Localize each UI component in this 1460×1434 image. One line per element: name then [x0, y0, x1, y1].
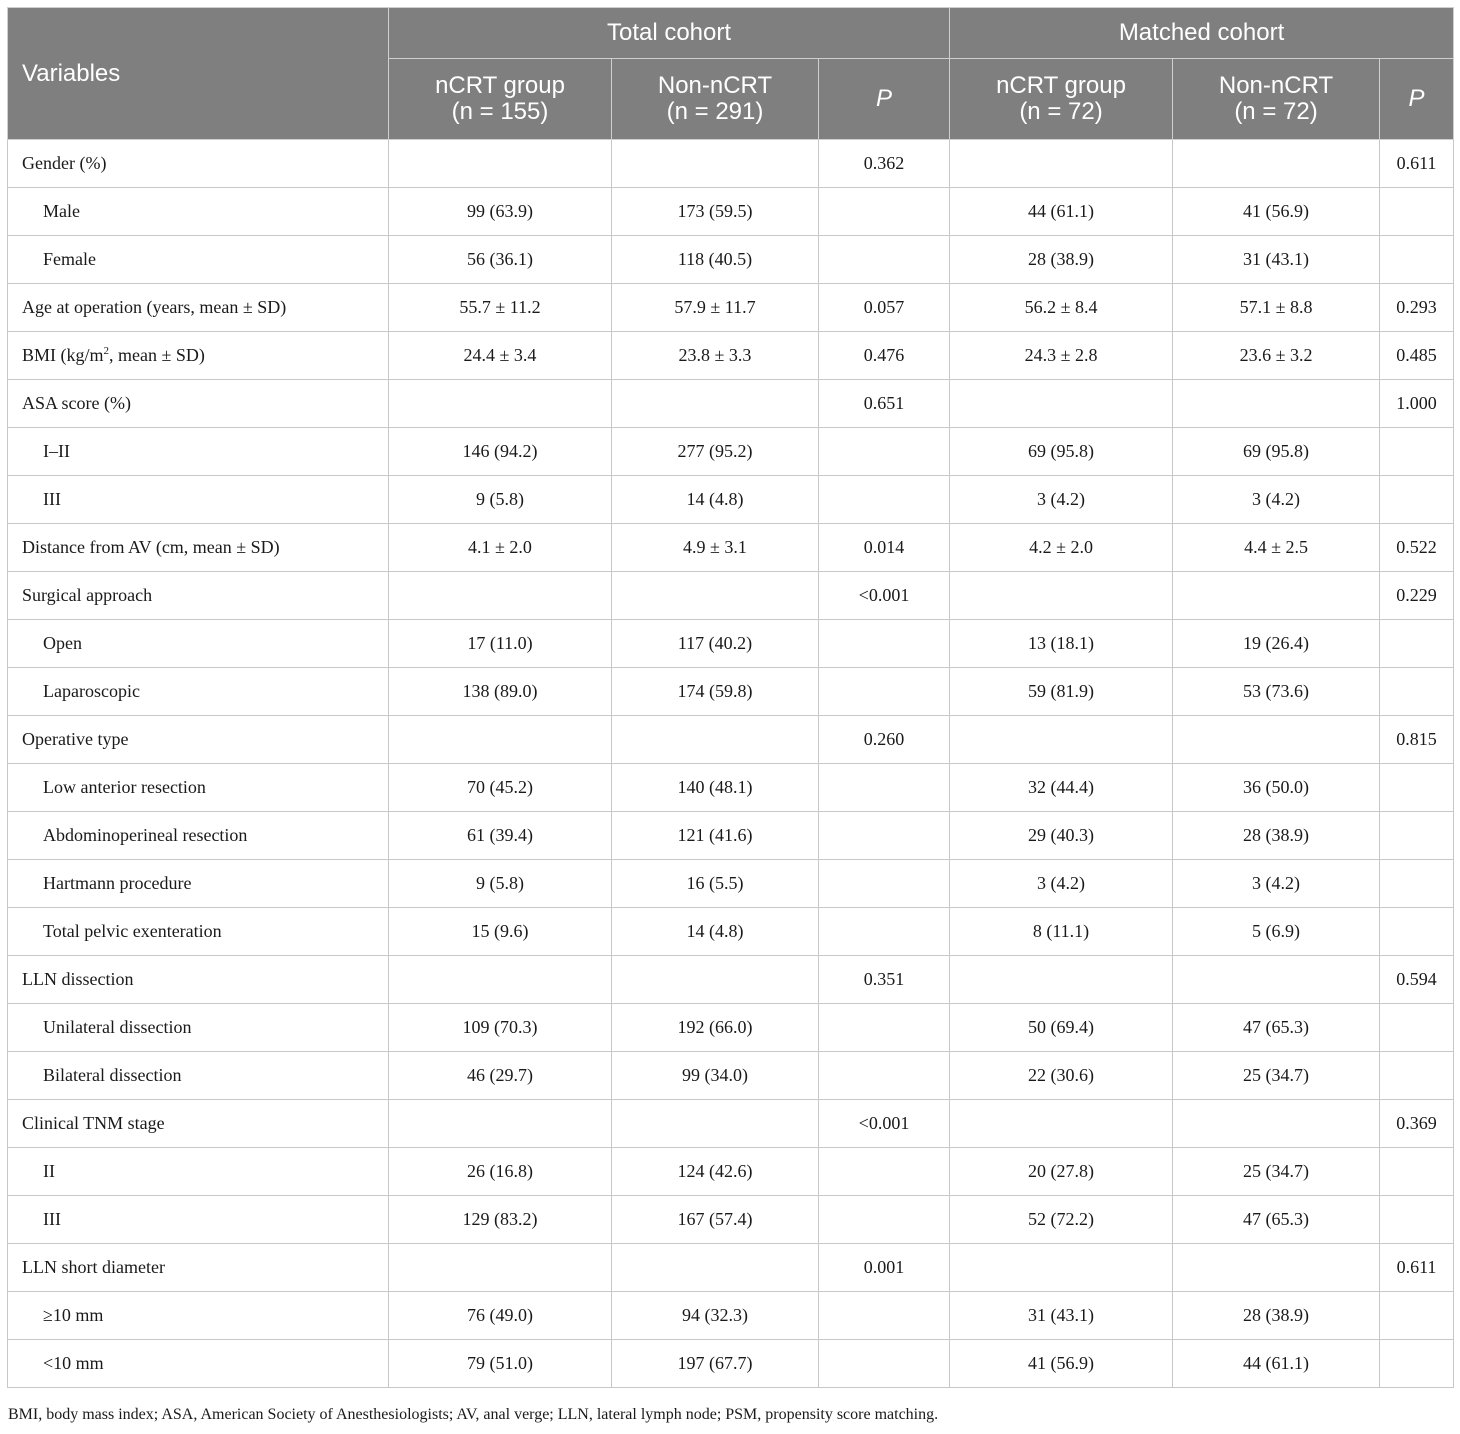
table-cell: 14 (4.8) — [612, 908, 819, 956]
table-row — [8, 908, 1454, 956]
table-cell: 4.1 ± 2.0 — [389, 524, 612, 572]
row-label: Female — [8, 236, 389, 284]
table-cell: 28 (38.9) — [1173, 1292, 1380, 1340]
table-cell: 4.2 ± 2.0 — [950, 524, 1173, 572]
table-cell: 29 (40.3) — [950, 812, 1173, 860]
table-row — [8, 764, 1454, 812]
table-row — [8, 620, 1454, 668]
row-label: Male — [8, 188, 389, 236]
table-row — [8, 572, 1454, 620]
table-cell: 0.485 — [1380, 332, 1454, 380]
table-cell — [819, 812, 950, 860]
table-footnote: BMI, body mass index; ASA, American Society of Anesthesiologists; AV, anal verge; LLN, lateral lymph node; PSM, propensity score matching. — [8, 1406, 939, 1423]
table-cell: 0.057 — [819, 284, 950, 332]
table-row — [8, 716, 1454, 764]
table-cell: 41 (56.9) — [1173, 188, 1380, 236]
matched-ncrt-header: nCRT group (n = 72) — [950, 59, 1173, 140]
row-label: Bilateral dissection — [8, 1052, 389, 1100]
table-cell: 53 (73.6) — [1173, 668, 1380, 716]
table-cell: 41 (56.9) — [950, 1340, 1173, 1388]
table-cell: 47 (65.3) — [1173, 1004, 1380, 1052]
table-cell — [1380, 764, 1454, 812]
table-header — [8, 8, 1454, 140]
table-cell — [1380, 620, 1454, 668]
table-cell — [612, 1100, 819, 1148]
table-cell: 0.476 — [819, 332, 950, 380]
table-cell: 9 (5.8) — [389, 860, 612, 908]
table-row — [8, 1148, 1454, 1196]
row-label: LLN short diameter — [8, 1244, 389, 1292]
table-cell — [612, 1244, 819, 1292]
table-cell — [1380, 1148, 1454, 1196]
table-cell: <0.001 — [819, 572, 950, 620]
table-cell: 31 (43.1) — [1173, 236, 1380, 284]
table-cell: 56.2 ± 8.4 — [950, 284, 1173, 332]
row-label: Clinical TNM stage — [8, 1100, 389, 1148]
table-cell: 197 (67.7) — [612, 1340, 819, 1388]
table-cell — [389, 956, 612, 1004]
table-cell — [1380, 236, 1454, 284]
table-cell — [1380, 1292, 1454, 1340]
table-row — [8, 1004, 1454, 1052]
row-label: Hartmann procedure — [8, 860, 389, 908]
table-cell: 1.000 — [1380, 380, 1454, 428]
row-label: Gender (%) — [8, 140, 389, 188]
table-cell — [819, 764, 950, 812]
table-cell: 19 (26.4) — [1173, 620, 1380, 668]
table-cell: 109 (70.3) — [389, 1004, 612, 1052]
variables-header: Variables — [8, 8, 389, 140]
table-cell: 25 (34.7) — [1173, 1148, 1380, 1196]
table-cell: 22 (30.6) — [950, 1052, 1173, 1100]
table-cell: 0.293 — [1380, 284, 1454, 332]
matched-cohort-header: Matched cohort — [950, 8, 1454, 59]
row-label: <10 mm — [8, 1340, 389, 1388]
table-cell: 17 (11.0) — [389, 620, 612, 668]
table-cell — [1173, 716, 1380, 764]
table-row — [8, 524, 1454, 572]
table-cell — [950, 1100, 1173, 1148]
table-cell: 14 (4.8) — [612, 476, 819, 524]
table-cell: 0.001 — [819, 1244, 950, 1292]
table-cell: 0.594 — [1380, 956, 1454, 1004]
table-row — [8, 380, 1454, 428]
table-cell: 16 (5.5) — [612, 860, 819, 908]
total-cohort-header: Total cohort — [389, 8, 950, 59]
table-cell — [612, 380, 819, 428]
table-cell — [819, 1148, 950, 1196]
table-cell — [1380, 860, 1454, 908]
table-cell — [612, 572, 819, 620]
table-cell: 167 (57.4) — [612, 1196, 819, 1244]
baseline-characteristics-table — [7, 7, 1454, 1388]
table-cell: 277 (95.2) — [612, 428, 819, 476]
table-cell: 0.229 — [1380, 572, 1454, 620]
table-cell — [819, 1052, 950, 1100]
table-row — [8, 812, 1454, 860]
table-cell: 0.362 — [819, 140, 950, 188]
table-cell: 0.611 — [1380, 140, 1454, 188]
row-label: Abdominoperineal resection — [8, 812, 389, 860]
row-label: Distance from AV (cm, mean ± SD) — [8, 524, 389, 572]
table-cell: 0.260 — [819, 716, 950, 764]
table-cell — [1380, 188, 1454, 236]
table-cell: 129 (83.2) — [389, 1196, 612, 1244]
total-ncrt-header: nCRT group (n = 155) — [389, 59, 612, 140]
table-cell: 121 (41.6) — [612, 812, 819, 860]
total-p-header: P — [819, 59, 950, 140]
table-cell — [612, 140, 819, 188]
row-label: Low anterior resection — [8, 764, 389, 812]
table-cell: 138 (89.0) — [389, 668, 612, 716]
table-cell — [389, 1100, 612, 1148]
table-cell: 23.8 ± 3.3 — [612, 332, 819, 380]
table-cell: 50 (69.4) — [950, 1004, 1173, 1052]
row-label: II — [8, 1148, 389, 1196]
table-cell — [1380, 1340, 1454, 1388]
table-row — [8, 668, 1454, 716]
table-cell: 47 (65.3) — [1173, 1196, 1380, 1244]
matched-non-ncrt-header: Non-nCRT (n = 72) — [1173, 59, 1380, 140]
table-cell: 94 (32.3) — [612, 1292, 819, 1340]
table-cell: 3 (4.2) — [1173, 476, 1380, 524]
row-label: I–II — [8, 428, 389, 476]
table-cell — [819, 860, 950, 908]
table-cell: 46 (29.7) — [389, 1052, 612, 1100]
table-row — [8, 428, 1454, 476]
table-cell: 5 (6.9) — [1173, 908, 1380, 956]
table-cell: 55.7 ± 11.2 — [389, 284, 612, 332]
table-row — [8, 332, 1454, 380]
row-label: III — [8, 1196, 389, 1244]
row-label: ≥10 mm — [8, 1292, 389, 1340]
total-non-ncrt-header: Non-nCRT (n = 291) — [612, 59, 819, 140]
row-label: Surgical approach — [8, 572, 389, 620]
table-cell: 0.369 — [1380, 1100, 1454, 1148]
table-cell — [819, 668, 950, 716]
row-label: Open — [8, 620, 389, 668]
table-cell: 52 (72.2) — [950, 1196, 1173, 1244]
table-row — [8, 1100, 1454, 1148]
table-cell: 28 (38.9) — [1173, 812, 1380, 860]
table-cell — [950, 140, 1173, 188]
table-cell: 13 (18.1) — [950, 620, 1173, 668]
table-cell: 8 (11.1) — [950, 908, 1173, 956]
table-cell: 57.9 ± 11.7 — [612, 284, 819, 332]
table-cell — [389, 716, 612, 764]
row-label: III — [8, 476, 389, 524]
table-cell: 69 (95.8) — [950, 428, 1173, 476]
table-cell: 124 (42.6) — [612, 1148, 819, 1196]
table-cell: 99 (63.9) — [389, 188, 612, 236]
table-cell: 36 (50.0) — [1173, 764, 1380, 812]
table-row — [8, 188, 1454, 236]
table-cell — [389, 380, 612, 428]
table-cell — [950, 1244, 1173, 1292]
table-cell — [1380, 668, 1454, 716]
table-row — [8, 476, 1454, 524]
table-row — [8, 1292, 1454, 1340]
row-label: Age at operation (years, mean ± SD) — [8, 284, 389, 332]
table-cell: 118 (40.5) — [612, 236, 819, 284]
table-row — [8, 140, 1454, 188]
table-cell — [1380, 428, 1454, 476]
table-cell — [1380, 1004, 1454, 1052]
table-cell: 0.522 — [1380, 524, 1454, 572]
row-label: Unilateral dissection — [8, 1004, 389, 1052]
row-label: BMI ($kg/m^2$, mean ± SD) — [8, 332, 389, 380]
table-cell: 20 (27.8) — [950, 1148, 1173, 1196]
table-cell — [819, 1004, 950, 1052]
table-cell — [819, 1196, 950, 1244]
table-row — [8, 1244, 1454, 1292]
table-cell: 76 (49.0) — [389, 1292, 612, 1340]
row-label: Laparoscopic — [8, 668, 389, 716]
table-cell: 174 (59.8) — [612, 668, 819, 716]
table-cell — [1173, 380, 1380, 428]
table-cell: 32 (44.4) — [950, 764, 1173, 812]
table-cell: 70 (45.2) — [389, 764, 612, 812]
table-body — [8, 140, 1454, 1388]
table-cell — [612, 716, 819, 764]
table-cell: 0.815 — [1380, 716, 1454, 764]
table-cell: 140 (48.1) — [612, 764, 819, 812]
table-cell: 99 (34.0) — [612, 1052, 819, 1100]
table-cell — [950, 956, 1173, 1004]
row-label: LLN dissection — [8, 956, 389, 1004]
table-cell — [950, 716, 1173, 764]
table-cell: 15 (9.6) — [389, 908, 612, 956]
table-cell: 0.611 — [1380, 1244, 1454, 1292]
table-cell — [1173, 956, 1380, 1004]
row-label: ASA score (%) — [8, 380, 389, 428]
table-cell: 4.9 ± 3.1 — [612, 524, 819, 572]
table-cell — [1173, 1244, 1380, 1292]
table-cell: 69 (95.8) — [1173, 428, 1380, 476]
table-cell — [389, 140, 612, 188]
table-cell: 3 (4.2) — [1173, 860, 1380, 908]
table-cell — [950, 380, 1173, 428]
table-cell: 25 (34.7) — [1173, 1052, 1380, 1100]
table-cell: 0.014 — [819, 524, 950, 572]
table-cell: 56 (36.1) — [389, 236, 612, 284]
table-cell: 79 (51.0) — [389, 1340, 612, 1388]
table-cell: 28 (38.9) — [950, 236, 1173, 284]
table-cell — [1380, 812, 1454, 860]
table-cell — [1173, 572, 1380, 620]
table-cell: 192 (66.0) — [612, 1004, 819, 1052]
table-cell: <0.001 — [819, 1100, 950, 1148]
matched-p-header: P — [1380, 59, 1454, 140]
table-cell — [612, 956, 819, 1004]
table-cell: 31 (43.1) — [950, 1292, 1173, 1340]
table-cell — [1173, 140, 1380, 188]
table-cell: 146 (94.2) — [389, 428, 612, 476]
table-cell — [819, 908, 950, 956]
table-cell — [819, 428, 950, 476]
superscript: 2 — [103, 345, 110, 357]
table-cell — [389, 1244, 612, 1292]
table-cell: 3 (4.2) — [950, 860, 1173, 908]
table-row — [8, 860, 1454, 908]
table-cell: 3 (4.2) — [950, 476, 1173, 524]
table-row — [8, 1340, 1454, 1388]
table-cell: 4.4 ± 2.5 — [1173, 524, 1380, 572]
table-row — [8, 236, 1454, 284]
table-cell — [819, 620, 950, 668]
table-cell: 26 (16.8) — [389, 1148, 612, 1196]
table-cell — [389, 572, 612, 620]
table-cell: 0.651 — [819, 380, 950, 428]
table-cell — [1380, 1196, 1454, 1244]
table-cell: 24.3 ± 2.8 — [950, 332, 1173, 380]
table-row — [8, 1052, 1454, 1100]
table-cell: 9 (5.8) — [389, 476, 612, 524]
table-cell — [1380, 908, 1454, 956]
table-cell — [819, 1292, 950, 1340]
table-cell — [819, 476, 950, 524]
table-cell: 23.6 ± 3.2 — [1173, 332, 1380, 380]
table-cell — [950, 572, 1173, 620]
table-row — [8, 284, 1454, 332]
table-cell — [1380, 1052, 1454, 1100]
table-cell — [1173, 1100, 1380, 1148]
table-cell — [819, 236, 950, 284]
table-row — [8, 956, 1454, 1004]
table-row — [8, 1196, 1454, 1244]
table-cell: 117 (40.2) — [612, 620, 819, 668]
row-label: Total pelvic exenteration — [8, 908, 389, 956]
table-cell: 24.4 ± 3.4 — [389, 332, 612, 380]
table-cell — [819, 1340, 950, 1388]
table-cell: 59 (81.9) — [950, 668, 1173, 716]
table-cell — [819, 188, 950, 236]
table-cell: 44 (61.1) — [1173, 1340, 1380, 1388]
table-cell: 61 (39.4) — [389, 812, 612, 860]
table-cell: 0.351 — [819, 956, 950, 1004]
table-cell: 44 (61.1) — [950, 188, 1173, 236]
table-cell: 173 (59.5) — [612, 188, 819, 236]
table-cell — [1380, 476, 1454, 524]
table-cell: 57.1 ± 8.8 — [1173, 284, 1380, 332]
row-label: Operative type — [8, 716, 389, 764]
